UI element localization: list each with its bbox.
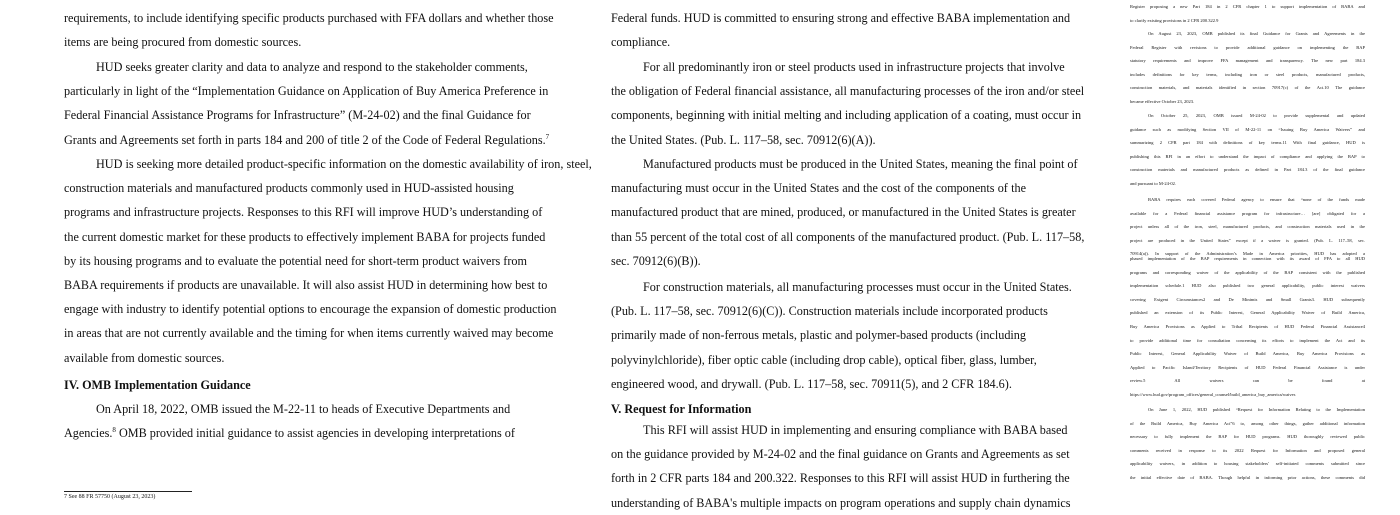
paragraph-manufactured-products bbox=[611, 152, 1085, 273]
text-line: components, beginning with initial melting and including application of a coating, must occur in bbox=[611, 108, 1082, 123]
text-line: Grants and Agreements set forth in parts 184 and 200 of title 2 of the Code of Federal Regulations.$^7$ bbox=[64, 132, 550, 147]
text-line: covering Exigent Circumstances2 and De Minimis and Small Grants3. HUD subsequently bbox=[1130, 296, 1365, 302]
paragraph-hud-seeks-clarity bbox=[64, 55, 550, 152]
text-line: manufacturing must occur in the United States and the cost of the components of the bbox=[611, 181, 1026, 196]
paragraph-construction-materials bbox=[611, 275, 1072, 396]
paragraph-intro-continuation bbox=[64, 6, 554, 54]
text-line: in areas that are not currently available and the timing for when items currently waived may become bbox=[64, 326, 554, 341]
text-line: necessary to fully implement the BAP for HUD programs. HUD thoroughly reviewed public bbox=[1130, 434, 1365, 440]
footnote-divider bbox=[64, 491, 192, 492]
text-line: programs and infrastructure projects. Responses to this RFI will improve HUD’s understanding of bbox=[64, 205, 543, 220]
paragraph-m-24-02 bbox=[1130, 109, 1365, 191]
paragraph-baba-requirements bbox=[1130, 193, 1365, 261]
text-line: For all predominantly iron or steel products used in infrastructure projects that involve bbox=[643, 60, 1065, 74]
text-line: phased implementation of the BAP requirements in connection with its award of FFA to all HUD bbox=[1130, 256, 1365, 261]
text-line: BABA requires each covered Federal agency to ensure that “none of the funds made bbox=[1148, 197, 1365, 202]
text-line: Buy America Provisions as Applied to Tribal Recipients of HUD Federal Financial Assistance4 bbox=[1130, 323, 1365, 329]
text-line: primarily made of non-ferrous metals, plastic and polymer-based products (including bbox=[611, 328, 1026, 343]
text-line: available from domestic sources. bbox=[64, 350, 225, 365]
text-line: BABA requirements if products are unavailable. It will also assist HUD in determining how best to bbox=[64, 278, 548, 293]
text-line: polyvinylchloride), fiber optic cable (including drop cable), optical fiber, glass, lumber, bbox=[611, 352, 1037, 367]
text-line: Public Interest, General Applicability Waiver of Build America, Buy America Provisions as bbox=[1130, 351, 1365, 357]
text-line: project unless all of the iron, steel, manufactured products, and construction materials used in the bbox=[1130, 224, 1365, 230]
text-line: applicability waivers, in addition to housing stakeholders' self-initiated comments submitted since bbox=[1130, 461, 1365, 467]
text-line: For construction materials, all manufacturing processes must occur in the United States. bbox=[643, 280, 1072, 294]
text-line: This RFI will assist HUD in implementing and ensuring compliance with BABA based bbox=[643, 423, 1068, 437]
text-line: 70914(a)). In support of the Administration’s Made in America priorities, HUD has adopted a bbox=[1130, 251, 1365, 257]
text-line: and pursuant to M-24-02. bbox=[1130, 180, 1176, 186]
text-line: On October 25, 2023, OMB issued M-24-02 to provide supplemental and updated bbox=[1148, 113, 1365, 118]
text-line: available for a Federal financial assistance program for infrastructure… [are] obligated for a bbox=[1130, 210, 1365, 216]
paragraph-phased-implementation bbox=[1130, 252, 1365, 402]
paragraph-iron-steel bbox=[611, 55, 1085, 152]
text-line: engage with industry to identify potential options to encourage the expansion of domestic production bbox=[64, 302, 557, 317]
text-line: guidance such as modifying Section VII of M-22-11 on “Issuing Buy America Waivers” and bbox=[1130, 126, 1365, 132]
text-line: Federal Financial Assistance Programs for Infrastructure” (M-24-02) and the final Guidance for bbox=[64, 108, 531, 123]
text-line: On April 18, 2022, OMB issued the M-22-11 to heads of Executive Departments and bbox=[96, 402, 511, 416]
text-line: Applied to Pacific Island/Territory Recipients of HUD Federal Financial Assistance is under bbox=[1130, 364, 1365, 370]
text-line: construction materials and manufactured products commonly used in HUD-assisted housing bbox=[64, 181, 514, 196]
paragraph-hud-commitment bbox=[611, 6, 1071, 54]
text-line: Agencies.$^8$ OMB provided initial guidance to assist agencies in developing interpretations of bbox=[64, 426, 515, 441]
text-line: Federal Register with revisions to provide additional guidance on implementing the BAP bbox=[1130, 44, 1365, 50]
text-line: requirements, to include identifying specific products purchased with FFA dollars and whether those bbox=[64, 11, 554, 25]
text-line: (Pub. L. 117–58, sec. 70912(6)(C)). Construction materials include incorporated products bbox=[611, 304, 1048, 319]
text-line: manufactured product that are mined, produced, or manufactured in the United States is greater bbox=[611, 205, 1076, 220]
text-line: On August 23, 2023, OMB published its final Guidance for Grants and Agreements in the bbox=[1148, 31, 1365, 36]
text-line: items are being procured from domestic sources. bbox=[64, 35, 302, 50]
paragraph-omb-proposed-part-184 bbox=[1130, 0, 1365, 27]
text-line: to provide additional time for consultation concerning its efforts to implement the Act and its bbox=[1130, 337, 1365, 343]
paragraph-omb-april-2022 bbox=[64, 397, 515, 445]
text-line: the initial effective date of BABA. Though helpful in informing prior actions, these comments did bbox=[1130, 474, 1365, 480]
text-line: the United States. (Pub. L. 117–58, sec. 70912(6)(A)). bbox=[611, 132, 876, 147]
left-column bbox=[64, 0, 592, 500]
footnote-text: 7 See 88 FR 57750 (August 23, 2023) bbox=[64, 494, 156, 500]
text-line: published an extension of its Public Interest, General Applicability Waiver of Build America, bbox=[1130, 310, 1365, 316]
text-line: publishing this RFI in an effort to understand the impact of compliance and applying the BAP to bbox=[1130, 153, 1365, 159]
paragraph-omb-final-guidance bbox=[1130, 27, 1365, 109]
text-line: On June 1, 2022, HUD published “Request for Information Relating to the Implementation bbox=[1148, 407, 1365, 412]
text-line: construction materials and manufactured products as defined in Part 184.3 of the final guidance bbox=[1130, 167, 1365, 173]
text-line: by its housing programs and to evaluate the potential need for short-term product waivers from bbox=[64, 253, 528, 268]
text-line: summarizing 2 CFR part 184 with definitions of key terms.11 With final guidance, HUD is bbox=[1130, 140, 1365, 146]
section-heading-omb-guidance: IV. OMB Implementation Guidance bbox=[64, 378, 251, 392]
text-line: Manufactured products must be produced in the United States, meaning the final point of bbox=[643, 157, 1078, 171]
paragraph-june-2022-rfi bbox=[1130, 403, 1365, 485]
text-line: Register proposing a new Part 184 in 2 CFR chapter 1 to support implementation of BABA and bbox=[1130, 4, 1365, 9]
footnote-ref[interactable]: 8 bbox=[112, 426, 116, 435]
text-line: sec. 70912(6)(B)). bbox=[611, 253, 701, 268]
paragraph-product-information bbox=[64, 152, 592, 370]
text-line: implementation schedule.1 HUD also published two general applicability, public interest waivers bbox=[1130, 283, 1365, 289]
text-line: Federal funds. HUD is committed to ensuring strong and effective BABA implementation and bbox=[611, 11, 1071, 25]
text-line: https://www.hud.gov/program_offices/general_counsel/build_america_buy_america/waiver. bbox=[1130, 391, 1296, 397]
text-line: review.5 All waivers can be found at bbox=[1130, 378, 1365, 384]
footnote-ref[interactable]: 7 bbox=[545, 132, 550, 141]
text-line: HUD is seeking more detailed product-specific information on the domestic availability of iron, steel, bbox=[96, 157, 592, 171]
text-line: of the Build America, Buy America Act”6 to, among other things, gather additional information bbox=[1130, 420, 1365, 426]
text-line: than 55 percent of the total cost of all components of the manufactured product. (Pub. L. 117–58, bbox=[611, 229, 1085, 244]
text-line: particularly in light of the “Implementation Guidance on Application of Buy America Preference in bbox=[64, 84, 549, 99]
text-line: HUD seeks greater clarity and data to analyze and respond to the stakeholder comments, bbox=[96, 60, 528, 74]
text-line: programs and corresponding waiver of the applicability of the BAP consistent with the published bbox=[1130, 269, 1365, 275]
text-line: project are produced in the United States” except if a waiver is granted. (Pub. L. 117–58, sec. bbox=[1130, 237, 1365, 243]
text-line: became effective October 23, 2023. bbox=[1130, 98, 1195, 104]
text-line: includes definitions for key terms, including iron or steel products, manufactured products, bbox=[1130, 71, 1365, 77]
section-heading-rfi: V. Request for Information bbox=[611, 402, 752, 416]
text-line: the current domestic market for these products to effectively implement BABA for projects funded bbox=[64, 229, 546, 244]
paragraph-rfi-purpose bbox=[611, 418, 1071, 515]
text-line: statutory requirements and improve FFA management and transparency. The new part 184.3 bbox=[1130, 58, 1365, 64]
text-line: understanding of BABA's multiple impacts on program operations and supply chain dynamics bbox=[611, 495, 1071, 510]
text-line: forth in 2 CFR parts 184 and 200.322. Responses to this RFI will assist HUD in furthering the bbox=[611, 471, 1070, 486]
text-line: the obligation of Federal financial assistance, all manufacturing processes of the iron and/or steel bbox=[611, 84, 1085, 99]
text-line: on the guidance provided by M-24-02 and the final guidance on Grants and Agreements as set bbox=[611, 447, 1070, 462]
text-line: to clarify existing provisions in 2 CFR 200.322.9 bbox=[1130, 17, 1219, 23]
text-line: construction materials, and materials identified in section 70917(c) of the Act.10 The guidance bbox=[1130, 85, 1365, 91]
right-column bbox=[1130, 0, 1365, 500]
middle-column bbox=[611, 0, 1085, 510]
text-line: engineered wood, and drywall. (Pub. L. 117–58, sec. 70911(5), and 2 CFR 184.6). bbox=[611, 376, 1012, 391]
text-line: compliance. bbox=[611, 35, 671, 50]
text-line: comments received in response to its 2022 Request for Information and proposed general bbox=[1130, 447, 1365, 453]
